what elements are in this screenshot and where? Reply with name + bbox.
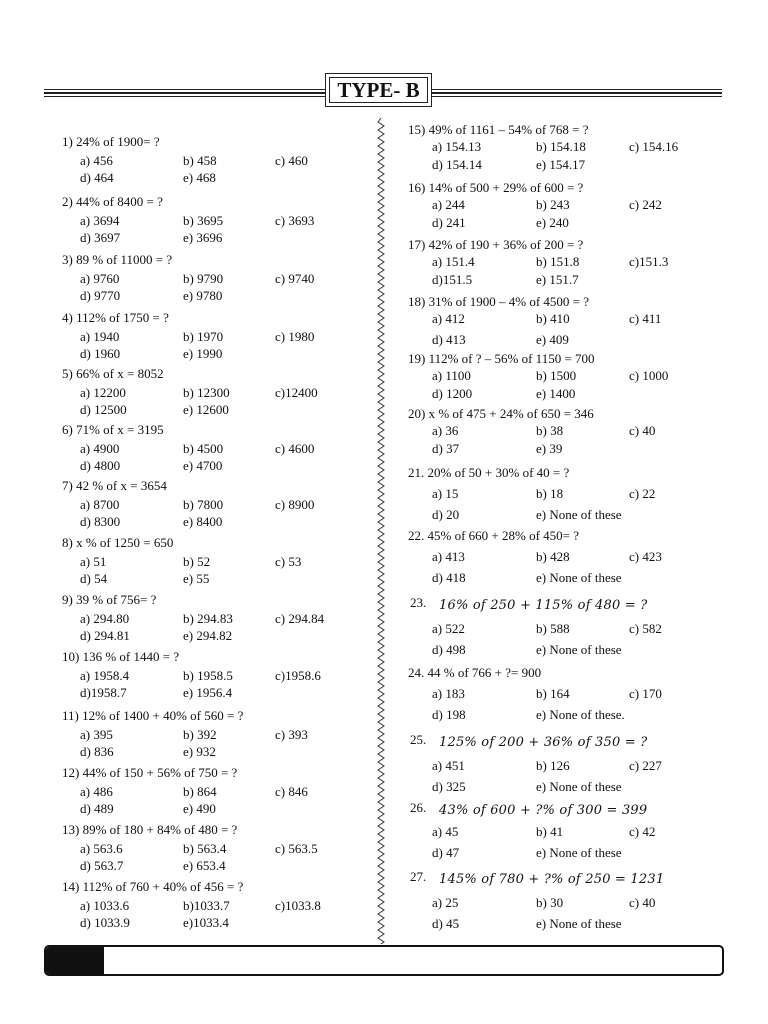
question-item xyxy=(410,734,730,798)
option-b: b) 12300 xyxy=(183,385,230,400)
question-item xyxy=(410,871,730,935)
question-item xyxy=(410,802,730,866)
option-e: e) 468 xyxy=(183,170,216,185)
option-c: c) 1000 xyxy=(629,368,669,383)
question-stem: 16) 14% of 500 + 29% of 600 = ? xyxy=(408,180,584,195)
option-b: b) 154.18 xyxy=(536,139,586,154)
question-item xyxy=(62,365,382,429)
option-c: c) 294.84 xyxy=(275,611,325,626)
question-stem: 24. 44 % of 766 + ?= 900 xyxy=(408,665,542,680)
option-e: e) 3696 xyxy=(183,230,223,245)
option-c: c) 460 xyxy=(275,153,308,168)
option-c: c) 4600 xyxy=(275,441,315,456)
footer-tab xyxy=(46,947,104,974)
option-a: a) 4900 xyxy=(80,441,120,456)
option-a: a) 563.6 xyxy=(80,841,123,856)
option-b: b) 151.8 xyxy=(536,254,580,269)
option-d: d) 20 xyxy=(432,507,460,522)
question-item xyxy=(62,421,382,485)
option-e: e) None of these xyxy=(536,916,622,931)
option-c: c) 242 xyxy=(629,197,662,212)
question-item xyxy=(410,597,730,661)
option-d: d) 489 xyxy=(80,801,114,816)
question-number: 25. xyxy=(410,732,427,747)
option-b: b) 294.83 xyxy=(183,611,233,626)
option-b: b)1033.7 xyxy=(183,898,230,913)
option-e: e) None of these xyxy=(536,845,622,860)
question-stem: 19) 112% of ? – 56% of 1150 = 700 xyxy=(408,351,595,366)
option-b: b) 38 xyxy=(536,423,564,438)
question-stem: 43% of 600 + ?% of 300 = 399 xyxy=(439,803,648,818)
option-b: b) 243 xyxy=(536,197,570,212)
question-item xyxy=(410,121,730,185)
option-c: c) 846 xyxy=(275,784,308,799)
question-item xyxy=(62,591,382,655)
question-stem: 12) 44% of 150 + 56% of 750 = ? xyxy=(62,765,238,780)
option-c: c) 411 xyxy=(629,311,662,326)
option-e: e) 151.7 xyxy=(536,272,579,287)
option-b: b) 52 xyxy=(183,554,211,569)
option-c: c) 40 xyxy=(629,423,656,438)
question-item xyxy=(62,707,382,771)
question-stem: 4) 112% of 1750 = ? xyxy=(62,310,169,325)
option-d: d) 3697 xyxy=(80,230,121,245)
question-stem: 1) 24% of 1900= ? xyxy=(62,134,160,149)
option-d: d)1958.7 xyxy=(80,685,127,700)
option-c: c) 423 xyxy=(629,549,662,564)
option-a: a) 183 xyxy=(432,686,465,701)
option-c: c)12400 xyxy=(275,385,318,400)
header-rule-left-mid xyxy=(44,92,325,94)
option-a: a) 244 xyxy=(432,197,465,212)
option-a: a) 395 xyxy=(80,727,113,742)
option-a: a) 1033.6 xyxy=(80,898,130,913)
option-a: a) 1958.4 xyxy=(80,668,130,683)
question-number: 23. xyxy=(410,595,427,610)
option-a: a) 8700 xyxy=(80,497,120,512)
question-stem: 11) 12% of 1400 + 40% of 560 = ? xyxy=(62,708,244,723)
question-stem: 8) x % of 1250 = 650 xyxy=(62,535,174,550)
option-a: a) 12200 xyxy=(80,385,126,400)
option-b: b) 410 xyxy=(536,311,570,326)
question-item xyxy=(410,464,730,528)
option-a: a) 486 xyxy=(80,784,113,799)
option-b: b) 864 xyxy=(183,784,217,799)
option-b: b) 126 xyxy=(536,758,570,773)
option-c: c) 1980 xyxy=(275,329,315,344)
option-e: e) None of these xyxy=(536,570,622,585)
option-e: e) None of these. xyxy=(536,707,625,722)
option-b: b) 4500 xyxy=(183,441,224,456)
option-a: a) 15 xyxy=(432,486,459,501)
option-e: e)1033.4 xyxy=(183,915,229,930)
option-c: c) 563.5 xyxy=(275,841,318,856)
question-item xyxy=(410,179,730,243)
question-stem: 5) 66% of x = 8052 xyxy=(62,366,164,381)
question-item xyxy=(62,133,382,197)
option-c: c) 22 xyxy=(629,486,656,501)
option-b: b) 563.4 xyxy=(183,841,227,856)
question-stem: 17) 42% of 190 + 36% of 200 = ? xyxy=(408,237,584,252)
question-item xyxy=(62,821,382,885)
option-d: d) 563.7 xyxy=(80,858,124,873)
option-d: d) 37 xyxy=(432,441,460,456)
question-stem: 2) 44% of 8400 = ? xyxy=(62,194,163,209)
option-d: d) 198 xyxy=(432,707,466,722)
option-e: e) 409 xyxy=(536,332,569,347)
option-d: d) 154.14 xyxy=(432,157,482,172)
option-e: e) 1956.4 xyxy=(183,685,233,700)
option-d: d) 464 xyxy=(80,170,114,185)
option-b: b) 1500 xyxy=(536,368,577,383)
question-item xyxy=(62,648,382,712)
question-stem: 7) 42 % of x = 3654 xyxy=(62,478,167,493)
option-a: a) 294.80 xyxy=(80,611,130,626)
option-b: b) 164 xyxy=(536,686,570,701)
question-number: 26. xyxy=(410,800,427,815)
header-rule-right-bottom xyxy=(432,96,722,97)
question-stem: 18) 31% of 1900 – 4% of 4500 = ? xyxy=(408,294,589,309)
option-a: a) 151.4 xyxy=(432,254,475,269)
question-stem: 125% of 200 + 36% of 350 = ? xyxy=(439,735,648,750)
question-stem: 20) x % of 475 + 24% of 650 = 346 xyxy=(408,406,594,421)
option-c: c) 154.16 xyxy=(629,139,679,154)
question-stem: 145% of 780 + ?% of 250 = 1231 xyxy=(439,872,665,887)
option-a: a) 9760 xyxy=(80,271,120,286)
option-a: a) 36 xyxy=(432,423,459,438)
option-e: e) 1990 xyxy=(183,346,223,361)
question-item xyxy=(410,236,730,300)
question-stem: 16% of 250 + 115% of 480 = ? xyxy=(439,598,648,613)
option-b: b) 1970 xyxy=(183,329,224,344)
option-e: e) 12600 xyxy=(183,402,229,417)
option-e: e) 39 xyxy=(536,441,563,456)
option-e: e) 4700 xyxy=(183,458,223,473)
question-number: 27. xyxy=(410,869,427,884)
option-c: c) 42 xyxy=(629,824,656,839)
option-d: d) 413 xyxy=(432,332,466,347)
question-item xyxy=(62,309,382,373)
option-a: a) 1100 xyxy=(432,368,471,383)
option-e: e) 8400 xyxy=(183,514,223,529)
option-e: e) 240 xyxy=(536,215,569,230)
option-a: a) 1940 xyxy=(80,329,120,344)
header-rule-left-bottom xyxy=(44,96,325,97)
option-e: e) 55 xyxy=(183,571,210,586)
header-rule-right-mid xyxy=(432,92,722,94)
option-d: d) 498 xyxy=(432,642,466,657)
question-stem: 10) 136 % of 1440 = ? xyxy=(62,649,180,664)
question-item xyxy=(410,405,730,469)
option-d: d) 54 xyxy=(80,571,108,586)
option-e: e) 932 xyxy=(183,744,216,759)
page-title: TYPE- B xyxy=(329,77,428,103)
header-rule-left-top xyxy=(44,89,325,90)
question-stem: 13) 89% of 180 + 84% of 480 = ? xyxy=(62,822,238,837)
question-item xyxy=(62,878,382,942)
option-d: d) 836 xyxy=(80,744,114,759)
option-b: b) 428 xyxy=(536,549,570,564)
option-c: c)1958.6 xyxy=(275,668,321,683)
option-a: a) 451 xyxy=(432,758,465,773)
question-item xyxy=(62,534,382,598)
option-a: a) 412 xyxy=(432,311,465,326)
option-e: e) None of these xyxy=(536,507,622,522)
option-a: a) 413 xyxy=(432,549,465,564)
option-d: d)151.5 xyxy=(432,272,473,287)
question-item xyxy=(410,293,730,357)
question-stem: 15) 49% of 1161 – 54% of 768 = ? xyxy=(408,122,589,137)
option-c: c) 53 xyxy=(275,554,302,569)
option-c: c) 582 xyxy=(629,621,662,636)
question-item xyxy=(62,251,382,315)
option-d: d) 12500 xyxy=(80,402,127,417)
option-b: b) 18 xyxy=(536,486,564,501)
question-stem: 6) 71% of x = 3195 xyxy=(62,422,164,437)
option-a: a) 3694 xyxy=(80,213,120,228)
option-c: c) 170 xyxy=(629,686,662,701)
title-box xyxy=(325,73,432,107)
option-c: c) 393 xyxy=(275,727,308,742)
option-c: c) 227 xyxy=(629,758,662,773)
question-item xyxy=(62,477,382,541)
option-e: e) 490 xyxy=(183,801,216,816)
option-a: a) 25 xyxy=(432,895,459,910)
footer-bar xyxy=(44,945,724,976)
option-b: b) 392 xyxy=(183,727,217,742)
option-d: d) 45 xyxy=(432,916,460,931)
option-a: a) 51 xyxy=(80,554,107,569)
option-e: e) 154.17 xyxy=(536,157,586,172)
option-c: c) 9740 xyxy=(275,271,315,286)
option-d: d) 1960 xyxy=(80,346,121,361)
option-c: c) 8900 xyxy=(275,497,315,512)
option-b: b) 7800 xyxy=(183,497,224,512)
option-e: e) 9780 xyxy=(183,288,223,303)
option-b: b) 30 xyxy=(536,895,564,910)
question-stem: 3) 89 % of 11000 = ? xyxy=(62,252,173,267)
question-item xyxy=(410,527,730,591)
option-b: b) 3695 xyxy=(183,213,224,228)
option-e: e) 653.4 xyxy=(183,858,226,873)
option-d: d) 1200 xyxy=(432,386,473,401)
option-c: c)1033.8 xyxy=(275,898,321,913)
option-e: e) None of these xyxy=(536,642,622,657)
option-d: d) 8300 xyxy=(80,514,121,529)
option-d: d) 1033.9 xyxy=(80,915,130,930)
option-b: b) 458 xyxy=(183,153,217,168)
question-stem: 21. 20% of 50 + 30% of 40 = ? xyxy=(408,465,570,480)
option-c: c)151.3 xyxy=(629,254,669,269)
option-a: a) 154.13 xyxy=(432,139,482,154)
option-e: e) None of these xyxy=(536,779,622,794)
header-rule-right-top xyxy=(432,89,722,90)
option-d: d) 325 xyxy=(432,779,466,794)
question-stem: 14) 112% of 760 + 40% of 456 = ? xyxy=(62,879,244,894)
option-a: a) 522 xyxy=(432,621,465,636)
question-stem: 22. 45% of 660 + 28% of 450= ? xyxy=(408,528,579,543)
question-item xyxy=(62,193,382,257)
option-d: d) 9770 xyxy=(80,288,121,303)
option-b: b) 588 xyxy=(536,621,570,636)
option-c: c) 3693 xyxy=(275,213,315,228)
option-c: c) 40 xyxy=(629,895,656,910)
question-item xyxy=(62,764,382,828)
option-d: d) 47 xyxy=(432,845,460,860)
option-d: d) 241 xyxy=(432,215,466,230)
option-e: e) 294.82 xyxy=(183,628,233,643)
question-stem: 9) 39 % of 756= ? xyxy=(62,592,157,607)
option-b: b) 41 xyxy=(536,824,564,839)
option-e: e) 1400 xyxy=(536,386,576,401)
option-a: a) 456 xyxy=(80,153,113,168)
option-b: b) 1958.5 xyxy=(183,668,233,683)
option-a: a) 45 xyxy=(432,824,459,839)
question-item xyxy=(410,664,730,728)
option-d: d) 418 xyxy=(432,570,466,585)
option-b: b) 9790 xyxy=(183,271,224,286)
option-d: d) 4800 xyxy=(80,458,121,473)
option-d: d) 294.81 xyxy=(80,628,130,643)
